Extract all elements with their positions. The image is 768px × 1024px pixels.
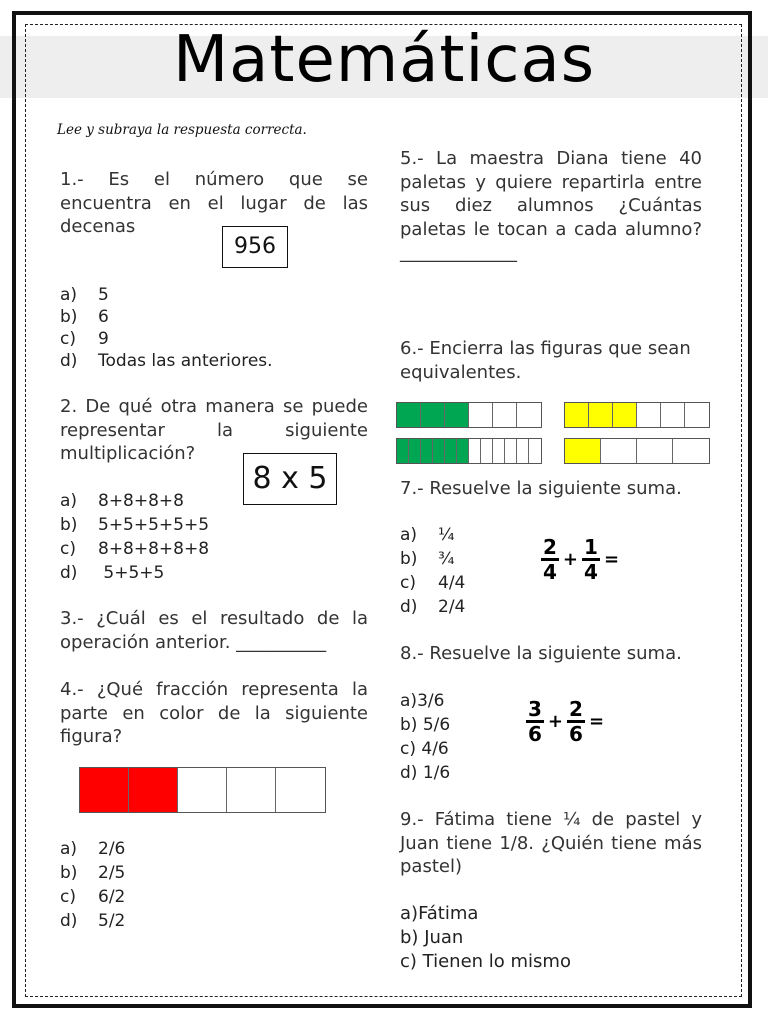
option[interactable]: d) 1/6 [400, 763, 451, 783]
question-2-options [60, 489, 209, 585]
option[interactable]: a) 5 [60, 285, 109, 305]
option[interactable]: b) 2/5 [60, 863, 126, 883]
option[interactable]: b) 5+5+5+5+5 [60, 515, 210, 535]
empty-segment [517, 403, 541, 427]
fraction-bar-yellow-1[interactable] [564, 402, 710, 428]
option[interactable]: d) Todas las anteriores. [60, 351, 273, 371]
filled-segment [565, 403, 589, 427]
filled-segment [80, 768, 129, 812]
empty-segment [661, 403, 685, 427]
plus-sign: + [547, 711, 564, 732]
number-box: 956 [222, 226, 288, 268]
option[interactable]: c) 6/2 [60, 887, 126, 907]
option[interactable]: d) 5/2 [60, 911, 126, 931]
fraction-equation-q7 [541, 536, 619, 583]
option[interactable]: a) 8+8+8+8 [60, 491, 184, 511]
question-1-text: 1.- Es el número que se encuentra en el lugar de las decenas [60, 169, 368, 237]
empty-segment [276, 768, 325, 812]
option[interactable]: c) 9 [60, 329, 109, 349]
question-2-text: 2. De qué otra manera se puede representar la siguiente multiplicación? [60, 396, 368, 464]
option[interactable]: c) 4/6 [400, 739, 449, 759]
question-7-options [400, 523, 465, 619]
empty-segment [637, 439, 673, 463]
empty-segment [601, 439, 637, 463]
option[interactable]: b) 5/6 [400, 715, 451, 735]
empty-segment [673, 439, 709, 463]
empty-segment [637, 403, 661, 427]
option[interactable]: c) 4/4 [400, 573, 466, 593]
option[interactable]: b) Juan [400, 927, 464, 948]
fraction: $\frac{3}{6}$ [528, 697, 542, 746]
question-9-text: 9.- Fátima tiene ¼ de pastel y Juan tiene 1/8. ¿Quién tiene más pastel) [400, 809, 702, 877]
question-9-options [400, 902, 571, 974]
option[interactable]: d) 5+5+5 [60, 563, 165, 583]
filled-segment [613, 403, 637, 427]
filled-segment [421, 439, 433, 463]
fraction: $\frac{1}{4}$ [584, 535, 598, 584]
fraction-bar-q4 [79, 767, 326, 813]
filled-segment [589, 403, 613, 427]
option[interactable]: a) ¼ [400, 525, 455, 545]
page-title: Matemáticas [172, 23, 596, 97]
empty-segment [178, 768, 227, 812]
filled-segment [397, 439, 409, 463]
option[interactable]: a)Fátima [400, 903, 479, 924]
empty-segment [469, 439, 481, 463]
plus-sign: + [562, 549, 579, 570]
equals-sign: = [588, 711, 605, 732]
option[interactable]: c) Tienen lo mismo [400, 951, 571, 972]
option[interactable]: d) 2/4 [400, 597, 466, 617]
empty-segment [529, 439, 541, 463]
filled-segment [421, 403, 445, 427]
empty-segment [227, 768, 276, 812]
question-4-text: 4.- ¿Qué fracción representa la parte en color de la siguiente figura? [60, 679, 368, 747]
question-8-text: 8.- Resuelve la siguiente suma. [400, 643, 682, 664]
empty-segment [493, 403, 517, 427]
filled-segment [433, 439, 445, 463]
filled-segment [445, 439, 457, 463]
option[interactable]: b) ¾ [400, 549, 455, 569]
filled-segment [445, 403, 469, 427]
option[interactable]: a) 2/6 [60, 839, 126, 859]
empty-segment [469, 403, 493, 427]
empty-segment [505, 439, 517, 463]
fraction-bar-green-1[interactable] [396, 402, 542, 428]
question-5-text: 5.- La maestra Diana tiene 40 paletas y quiere repartirla entre sus diez alumnos ¿Cuántas paletas le tocan a cada alumno? _____________ [400, 148, 702, 263]
instruction: Lee y subraya la respuesta correcta. [57, 122, 307, 138]
multiplication-box: 8 x 5 [243, 453, 337, 505]
filled-segment [397, 403, 421, 427]
question-7-text: 7.- Resuelve la siguiente suma. [400, 478, 682, 499]
empty-segment [517, 439, 529, 463]
empty-segment [493, 439, 505, 463]
fraction-bar-green-2[interactable] [396, 438, 542, 464]
empty-segment [685, 403, 709, 427]
filled-segment [409, 439, 421, 463]
fraction-bar-yellow-2[interactable] [564, 438, 710, 464]
question-3-text: 3.- ¿Cuál es el resultado de la operación anterior. __________ [60, 608, 368, 653]
question-8-options [400, 689, 450, 785]
option[interactable]: b) 6 [60, 307, 109, 327]
fraction: $\frac{2}{6}$ [569, 697, 583, 746]
filled-segment [565, 439, 601, 463]
fraction: $\frac{2}{4}$ [543, 535, 557, 584]
empty-segment [481, 439, 493, 463]
option[interactable]: c) 8+8+8+8+8 [60, 539, 210, 559]
question-4-options [60, 837, 125, 933]
option[interactable]: a)3/6 [400, 691, 445, 711]
question-1-options [60, 284, 273, 372]
equals-sign: = [603, 549, 620, 570]
filled-segment [457, 439, 469, 463]
fraction-equation-q8 [526, 698, 604, 745]
question-6-text: 6.- Encierra las figuras que sean equivalentes. [400, 338, 691, 383]
filled-segment [129, 768, 178, 812]
